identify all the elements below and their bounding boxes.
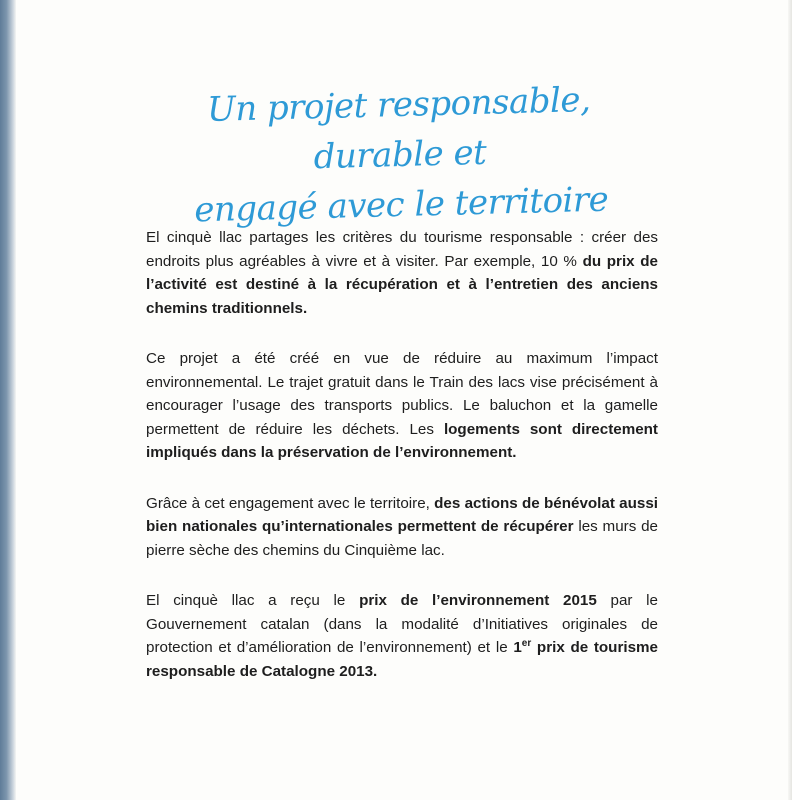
page-edge-image: [0, 0, 16, 800]
p4-text-middle: par le Gouvernement catalan (dans la modalité d’Initiatives originales de protection et d’amélioration de l’environnement) et le: [146, 592, 658, 656]
p3-text-end: les murs de pierre sèche des chemins du Cinquième lac.: [146, 518, 659, 559]
p4-ordinal-suffix: er: [521, 637, 532, 649]
p4-text-start: El cinquè llac a reçu le: [146, 592, 360, 609]
p1-bold: du prix de l’activité est destiné à la récupération et à l’entretien des anciens chemins traditionnels.: [146, 252, 658, 317]
p4-ordinal-number: 1: [513, 639, 522, 656]
p3-text-start: Grâce à cet engagement avec le territoire,: [146, 494, 435, 512]
body-text: [146, 226, 658, 710]
title-line-1: Un projet responsable, durable et: [206, 80, 591, 178]
p4-bold-award: prix de l’environnement 2015: [359, 592, 597, 609]
p3-bold: des actions de bénévolat aussi bien nationales qu’internationales permettent de récupérer: [146, 494, 658, 535]
p4-bold-prize: prix de tourisme responsable de Catalogne 2013.: [146, 639, 658, 680]
p2-bold: logements sont directement impliqués dans la préservation de l’environnement.: [146, 420, 658, 461]
paragraph-3: [146, 492, 658, 563]
p1-text: El cinquè llac partages les critères du tourisme responsable : créer des endroits plus agréables à vivre et à visiter. Par exemple, 10 %: [146, 229, 658, 270]
p2-text: Ce projet a été créé en vue de réduire au maximum l’impact environnemental. Le trajet gratuit dans le Train des lacs vise précisément à encourager l’usage des transports publics. Le baluchon et la gamelle permettent de réduire les déchets. Les: [146, 350, 658, 438]
page-title: [148, 73, 652, 236]
paragraph-4: [146, 589, 658, 683]
title-line-2: engagé avec le territoire: [193, 179, 609, 231]
page-edge-right: [788, 0, 792, 800]
paragraph-2: [146, 347, 658, 465]
paragraph-1: [146, 226, 658, 320]
